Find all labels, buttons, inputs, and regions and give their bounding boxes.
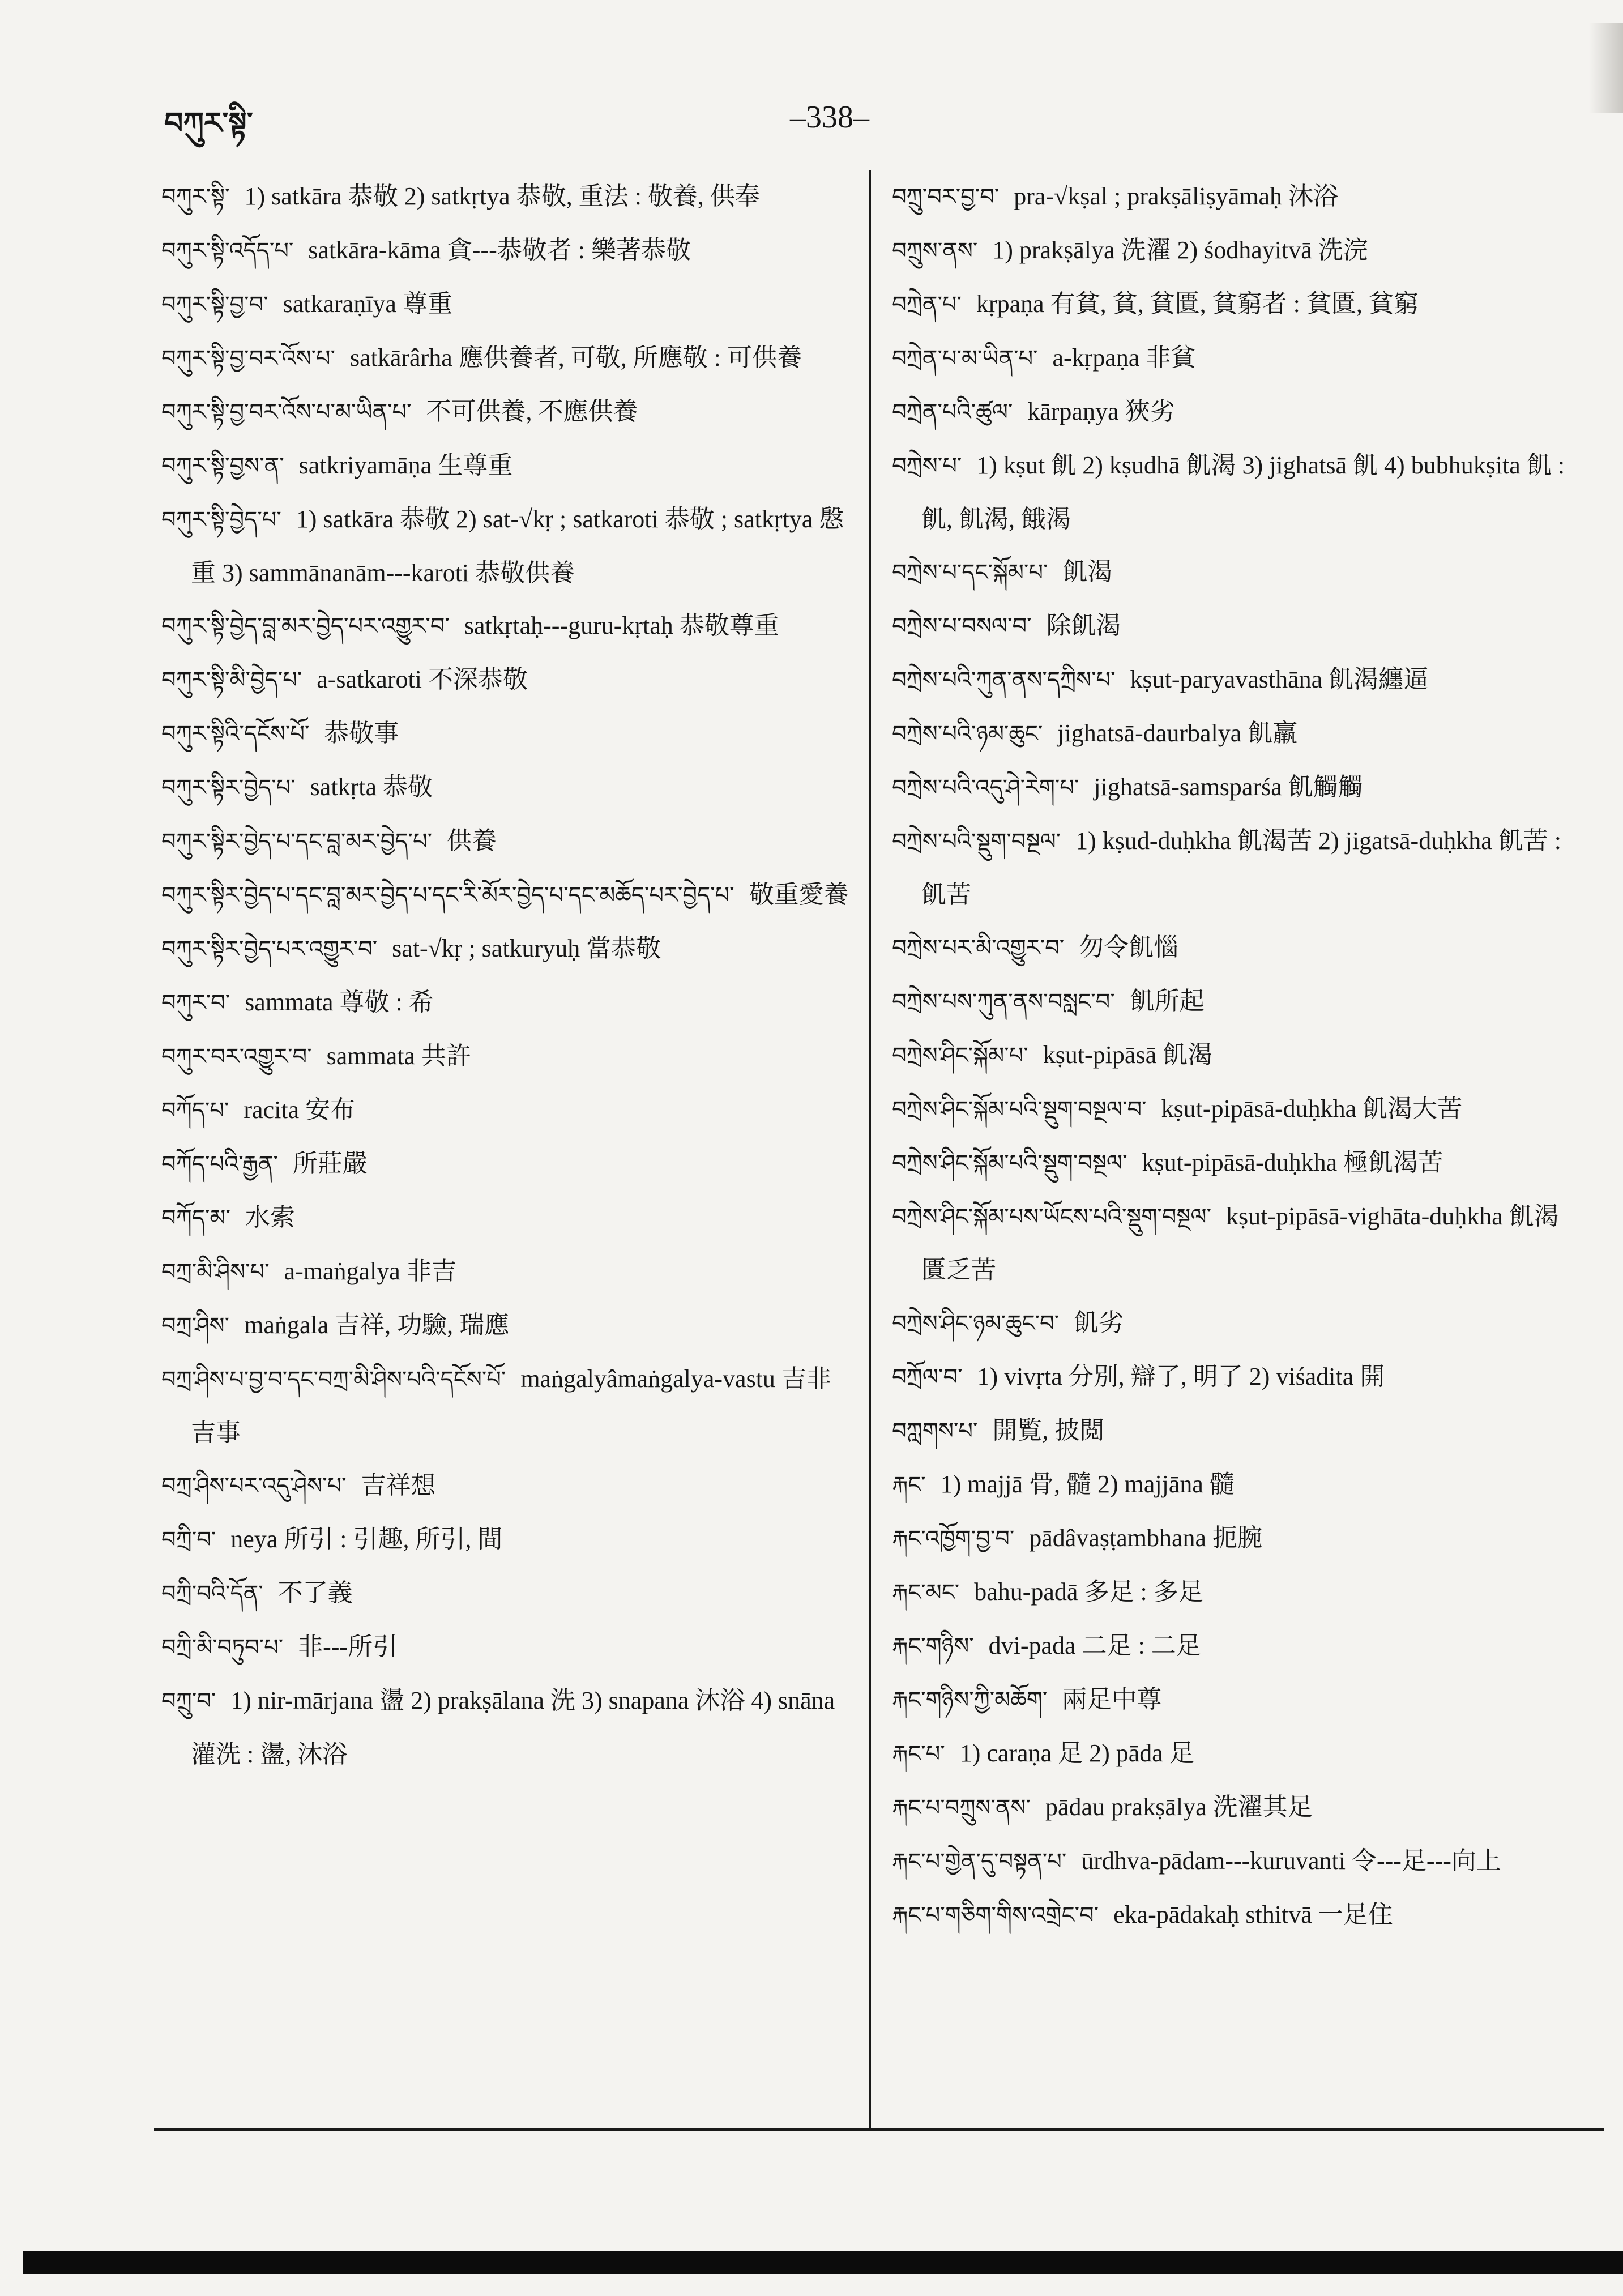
entry-headword: བཀྲེས་ཤིང་སྐོམ་པའི་སྡུག་བསྔལ་ <box>892 1150 1127 1176</box>
entry-definition: 飢劣 <box>1074 1309 1124 1337</box>
entry-headword: བཀྲེན་པ་ <box>892 292 962 318</box>
entry-headword: རྐང་ <box>892 1472 926 1498</box>
entry-definition: 所莊嚴 <box>292 1150 368 1177</box>
dictionary-entry <box>892 707 1574 761</box>
entry-definition: maṅgalyâmaṅgalya-vastu 吉非吉事 <box>191 1365 831 1446</box>
entry-headword: རྐང་པ་བཀྲུས་ནས་ <box>892 1795 1031 1821</box>
dictionary-entry <box>161 1674 855 1781</box>
entry-headword: རྐང་མང་ <box>892 1580 960 1606</box>
dictionary-entry <box>892 921 1574 975</box>
entry-definition: 飢所起 <box>1129 987 1205 1015</box>
dictionary-entry <box>161 1459 855 1513</box>
dictionary-entry <box>892 170 1574 224</box>
entry-definition: eka-pādakaḥ sthitvā 一足住 <box>1113 1901 1393 1928</box>
dictionary-entry <box>161 761 855 814</box>
dictionary-entry <box>892 1296 1574 1350</box>
entry-definition: 飢渴 <box>1062 558 1113 586</box>
scan-edge-shadow <box>1589 23 1623 113</box>
entry-definition: 1) vivṛta 分別, 辯了, 明了 2) viśadita 開 <box>977 1363 1385 1390</box>
dictionary-entry <box>161 1191 855 1245</box>
dictionary-entry <box>892 545 1574 599</box>
entry-definition: kṣut-paryavasthāna 飢渴纏逼 <box>1130 665 1429 693</box>
dictionary-entry <box>161 1299 855 1352</box>
entry-headword: རྐང་པ་ <box>892 1741 945 1767</box>
entry-headword: བཀྲེས་ཤིང་སྐོམ་པ་ <box>892 1043 1028 1069</box>
entry-headword: བཀྲེས་ཤིང་ཉམ་ཆུང་བ་ <box>892 1311 1060 1337</box>
left-column <box>161 170 855 1781</box>
dictionary-entry <box>161 1513 855 1567</box>
dictionary-entry <box>892 385 1574 439</box>
entry-headword: བཀྲི་བ་ <box>161 1527 216 1553</box>
dictionary-entry <box>161 278 855 331</box>
entry-headword: བཀུར་སྟི་བྱས་ན་ <box>161 453 284 479</box>
entry-definition: 吉祥想 <box>361 1471 436 1499</box>
dictionary-entry <box>161 170 855 224</box>
dictionary-entry <box>892 1028 1574 1082</box>
dictionary-entry <box>892 1350 1574 1404</box>
dictionary-entry <box>161 1567 855 1620</box>
dictionary-entry <box>892 1190 1574 1296</box>
entry-headword: བཀུར་སྟི་བྱ་བར་འོས་པ་མ་ཡིན་པ་ <box>161 399 412 425</box>
entry-headword: བཀྲུ་བར་བྱ་བ་ <box>892 184 1000 210</box>
dictionary-entry <box>161 653 855 707</box>
entry-headword: བཀུར་སྟི་བྱེད་བླ་མར་བྱེད་པར་འགྱུར་བ་ <box>161 613 450 639</box>
column-divider <box>869 170 871 2129</box>
bottom-rule <box>154 2128 1604 2131</box>
entry-definition: 1) kṣud-duḥkha 飢渴苦 2) jigatsā-duḥkha 飢苦 : 飢苦 <box>921 827 1561 908</box>
entry-definition: 供養 <box>447 827 497 855</box>
entry-headword: བཀྲེན་པའི་ཚུལ་ <box>892 399 1013 425</box>
entry-definition: pra-√kṣal ; prakṣāliṣyāmaḥ 沐浴 <box>1014 182 1339 210</box>
entry-headword: བཀྲུས་ནས་ <box>892 238 978 264</box>
dictionary-entry <box>161 868 855 922</box>
dictionary-entry <box>892 1136 1574 1190</box>
dictionary-entry <box>892 814 1574 921</box>
dictionary-entry <box>892 1565 1574 1619</box>
dictionary-entry <box>892 439 1574 545</box>
dictionary-entry <box>892 653 1574 707</box>
right-column <box>892 170 1574 1942</box>
entry-definition: 1) majjā 骨, 髓 2) majjāna 髓 <box>940 1470 1235 1498</box>
entry-headword: བཀོད་པ་ <box>161 1098 229 1124</box>
entry-headword: བཀུར་སྟིར་བྱེད་པ་ <box>161 775 296 801</box>
dictionary-entry <box>892 224 1574 278</box>
entry-definition: satkaraṇīya 尊重 <box>283 290 452 318</box>
dictionary-entry <box>892 1673 1574 1727</box>
entry-headword: བཀུར་སྟི་འདོད་པ་ <box>161 238 294 264</box>
dictionary-entry <box>892 1512 1574 1565</box>
dictionary-entry <box>892 1727 1574 1781</box>
entry-definition: jighatsā-daurbalya 飢羸 <box>1057 719 1298 747</box>
entry-definition: 除飢渴 <box>1046 612 1121 639</box>
entry-definition: satkārârha 應供養者, 可敬, 所應敬 : 可供養 <box>349 344 802 372</box>
entry-definition: 1) nir-mārjana 盪 2) prakṣālana 洗 3) snapana 沐浴 4) snāna 灌洗 : 盪, 沐浴 <box>191 1687 835 1768</box>
dictionary-entry <box>161 922 855 976</box>
entry-definition: kṣut-pipāsā-duḥkha 極飢渴苦 <box>1142 1149 1443 1176</box>
entry-definition: dvi-pada 二足 : 二足 <box>988 1632 1201 1659</box>
entry-definition: 勿令飢惱 <box>1079 933 1179 961</box>
entry-definition: 恭敬事 <box>324 719 399 747</box>
running-head: བཀུར་སྟི་ <box>164 106 253 140</box>
entry-definition: sammata 共許 <box>326 1042 471 1070</box>
dictionary-entry <box>161 976 855 1030</box>
entry-headword: བཀྲེས་པ་ <box>892 453 962 479</box>
entry-definition: jighatsā-samsparśa 飢觸觸 <box>1094 773 1363 801</box>
entry-definition: racita 安布 <box>244 1096 356 1124</box>
dictionary-entry <box>161 1620 855 1674</box>
entry-definition: 1) satkāra 恭敬 2) satkṛtya 恭敬, 重法 : 敬養, 供奉 <box>244 182 760 210</box>
dictionary-entry <box>161 493 855 599</box>
entry-headword: བཀྲེན་པ་མ་ཡིན་པ་ <box>892 345 1038 372</box>
entry-definition: kṣut-pipāsā-duḥkha 飢渴大苦 <box>1161 1095 1463 1123</box>
entry-headword: བཀྲེས་ཤིང་སྐོམ་པའི་སྡུག་བསྔལ་བ་ <box>892 1096 1147 1123</box>
entry-headword: བཀུར་སྟིར་བྱེད་པ་དང་བླ་མར་བྱེད་པ་ <box>161 829 432 855</box>
dictionary-entry <box>161 439 855 493</box>
dictionary-entry <box>161 1245 855 1299</box>
dictionary-entry <box>161 707 855 761</box>
entry-definition: ūrdhva-pādam---kuruvanti 令---足---向上 <box>1081 1847 1501 1875</box>
entry-definition: 1) kṣut 飢 2) kṣudhā 飢渴 3) jighatsā 飢 4) bubhukṣita 飢 : 飢, 飢渴, 餓渴 <box>921 451 1565 533</box>
entry-headword: བཀོད་མ་ <box>161 1205 230 1231</box>
entry-headword: བཀླགས་པ་ <box>892 1418 978 1444</box>
entry-headword: བཀྲི་མི་བཏུབ་པ་ <box>161 1634 284 1661</box>
entry-headword: བཀྲེས་པའི་ཀུན་ནས་དཀྲིས་པ་ <box>892 667 1116 693</box>
dictionary-entry <box>161 1030 855 1083</box>
entry-headword: རྐང་གཉིས་ <box>892 1633 974 1659</box>
dictionary-entry <box>892 1781 1574 1834</box>
dictionary-entry <box>161 1352 855 1459</box>
entry-headword: བཀྲེས་པ་བསལ་བ་ <box>892 613 1032 639</box>
entry-definition: satkriyamāṇa 生尊重 <box>298 451 513 479</box>
entry-definition: satkṛta 恭敬 <box>310 773 433 801</box>
dictionary-entry <box>892 975 1574 1028</box>
entry-definition: 1) caraṇa 足 2) pāda 足 <box>959 1739 1194 1767</box>
entry-headword: བཀྲེས་པའི་འདུ་ཤེ་རེག་པ་ <box>892 775 1079 801</box>
entry-headword: བཀྲ་མི་ཤིས་པ་ <box>161 1259 270 1285</box>
entry-definition: satkāra-kāma 貪---恭敬者 : 樂著恭敬 <box>308 236 691 264</box>
entry-headword: བཀུར་སྟི་བྱ་བ་ <box>161 292 268 318</box>
entry-headword: བཀྲེས་པར་མི་འགྱུར་བ་ <box>892 935 1065 961</box>
entry-headword: བཀྲ་ཤིས་པ་བྱ་བ་དང་བཀྲ་མི་ཤིས་པའི་དངོས་པོ་ <box>161 1367 506 1393</box>
entry-headword: རྐང་པ་གཅིག་གིས་འགྲེང་བ་ <box>892 1902 1099 1928</box>
entry-headword: རྐང་འཁྱོག་བྱ་བ་ <box>892 1526 1015 1552</box>
entry-definition: satkṛtaḥ---guru-kṛtaḥ 恭敬尊重 <box>464 612 779 639</box>
entry-definition: 水索 <box>245 1204 295 1231</box>
dictionary-entry <box>892 1619 1574 1673</box>
dictionary-entry <box>892 331 1574 385</box>
entry-definition: sat-√kṛ ; satkuryuḥ 當恭敬 <box>392 934 661 962</box>
scan-bottom-bar <box>23 2251 1623 2274</box>
dictionary-entry <box>892 1834 1574 1888</box>
entry-definition: 敬重愛養 <box>749 881 849 908</box>
entry-headword: བཀྲ་ཤིས་ <box>161 1313 230 1339</box>
dictionary-entry <box>161 224 855 278</box>
dictionary-entry <box>892 1404 1574 1458</box>
entry-headword: བཀྲི་བའི་དོན་ <box>161 1581 263 1607</box>
entry-headword: བཀུར་སྟི་མི་བྱེད་པ་ <box>161 667 302 693</box>
entry-definition: 1) satkāra 恭敬 2) sat-√kṛ ; satkaroti 恭敬 ; satkṛtya 慇重 3) sammānanām---karoti 恭敬供養 <box>191 505 844 587</box>
entry-headword: བཀུར་སྟི་བྱ་བར་འོས་པ་ <box>161 345 335 372</box>
dictionary-entry <box>892 599 1574 653</box>
dictionary-entry <box>892 1888 1574 1942</box>
entry-headword: བཀྲེས་པའི་སྡུག་བསྔལ་ <box>892 829 1061 855</box>
entry-definition: 1) prakṣālya 洗濯 2) śodhayitvā 洗浣 <box>992 236 1368 264</box>
entry-headword: བཀུར་བ་ <box>161 990 230 1016</box>
entry-headword: བཀུར་སྟིར་བྱེད་པར་འགྱུར་བ་ <box>161 936 378 962</box>
entry-definition: neya 所引 : 引趣, 所引, 間 <box>230 1525 503 1553</box>
entry-definition: pādau prakṣālya 洗濯其足 <box>1045 1793 1313 1821</box>
entry-headword: བཀྲ་ཤིས་པར་འདུ་ཤེས་པ་ <box>161 1473 347 1499</box>
entry-definition: 不了義 <box>277 1579 353 1607</box>
entry-definition: kārpaṇya 狹劣 <box>1027 398 1175 425</box>
entry-definition: a-kṛpaṇa 非貧 <box>1052 344 1196 372</box>
entry-definition: kṛpaṇa 有貧, 貧, 貧匱, 貧窮者 : 貧匱, 貧窮 <box>976 290 1419 318</box>
dictionary-entry <box>892 1082 1574 1136</box>
dictionary-entry <box>892 1458 1574 1512</box>
entry-definition: a-satkaroti 不深恭敬 <box>317 665 528 693</box>
dictionary-entry <box>161 1137 855 1191</box>
dictionary-entry <box>161 599 855 653</box>
entry-headword: བཀུར་བར་འགྱུར་བ་ <box>161 1044 312 1070</box>
entry-headword: བཀུར་སྟིར་བྱེད་པ་དང་བླ་མར་བྱེད་པ་དང་རི་མོར་བྱེད་པ་དང་མཆོད་པར་བྱེད་པ་ <box>161 882 734 908</box>
dictionary-entry <box>892 761 1574 814</box>
entry-definition: maṅgala 吉祥, 功驗, 瑞應 <box>244 1311 510 1339</box>
dictionary-entry <box>161 1083 855 1137</box>
dictionary-entry <box>892 278 1574 331</box>
entry-headword: བཀོད་པའི་རྒྱན་ <box>161 1151 278 1177</box>
entry-headword: རྐང་གཉིས་ཀྱི་མཆོག་ <box>892 1687 1048 1713</box>
entry-definition: pādâvaṣṭambhana 扼腕 <box>1029 1524 1263 1552</box>
entry-definition: kṣut-pipāsā 飢渴 <box>1043 1041 1213 1069</box>
dictionary-entry <box>161 385 855 439</box>
dictionary-entry <box>161 814 855 868</box>
entry-headword: བཀྲེས་པ་དང་སྐོམ་པ་ <box>892 560 1048 586</box>
entry-headword: བཀྲོལ་བ་ <box>892 1364 963 1390</box>
entry-headword: བཀྲུ་བ་ <box>161 1688 216 1714</box>
entry-definition: sammata 尊敬 : 希 <box>245 988 434 1016</box>
page-number: –338– <box>790 100 869 135</box>
entry-definition: a-maṅgalya 非吉 <box>284 1257 456 1285</box>
entry-definition: 開覧, 披閲 <box>992 1416 1105 1444</box>
entry-definition: bahu-padā 多足 : 多足 <box>974 1578 1203 1606</box>
entry-headword: བཀུར་སྟིའི་དངོས་པོ་ <box>161 721 310 747</box>
entry-headword: བཀུར་སྟི་ <box>161 184 230 210</box>
entry-definition: kṣut-pipāsā-vighāta-duḥkha 飢渴匱乏苦 <box>921 1202 1559 1284</box>
entry-definition: 不可供養, 不應供養 <box>426 398 638 425</box>
entry-headword: རྐང་པ་གྱེན་དུ་བསྟན་པ་ <box>892 1849 1067 1875</box>
entry-headword: བཀུར་སྟི་བྱེད་པ་ <box>161 507 281 533</box>
entry-headword: བཀྲེས་པས་ཀུན་ནས་བསླང་བ་ <box>892 989 1115 1015</box>
entry-headword: བཀྲེས་ཤིང་སྐོམ་པས་ཡོངས་པའི་སྡུག་བསྔལ་ <box>892 1204 1212 1230</box>
entry-headword: བཀྲེས་པའི་ཉམ་ཆུང་ <box>892 721 1043 747</box>
entry-definition: 兩足中尊 <box>1062 1685 1162 1713</box>
entry-definition: 非---所引 <box>298 1633 398 1661</box>
dictionary-entry <box>161 331 855 385</box>
